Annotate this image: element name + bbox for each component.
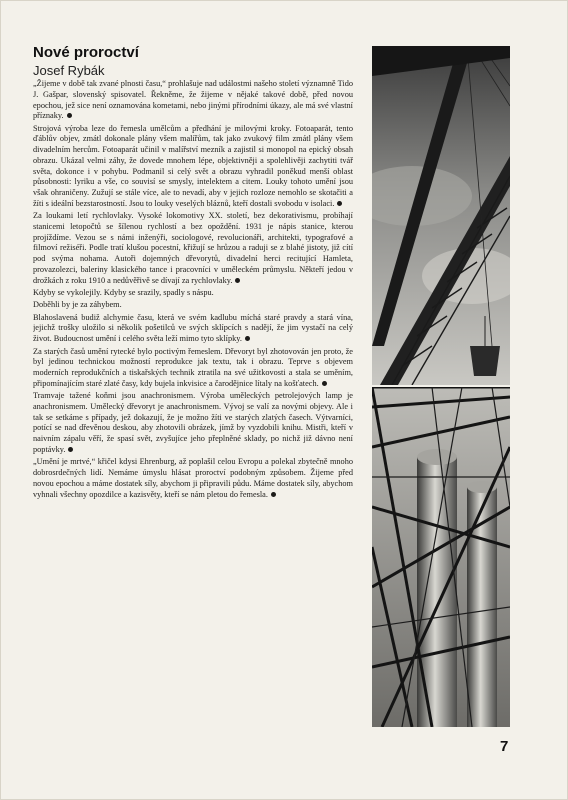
article-title: Nové proroctví: [33, 44, 139, 61]
paragraph-4: Kdyby se vykolejily. Kdyby se srazily, spadly s náspu.: [33, 288, 214, 298]
paragraph-5: Doběhli by je za záhybem.: [33, 300, 122, 310]
article-header: [33, 44, 363, 78]
paragraph-2: Strojová výroba leze do řemesla umělcům a předhání je milovými kroky. Fotoaparát, tento ďáblův objev, zmátl dokonale plány všem malířům, tak jako zvukový film zmátl plány všem divadelním hercům. Fotoaparát učinil v malířství mezník a zajistil si monopol na epický obsah obrazu. Ukázal velmi záhy, že dovede mnohem lépe, objektivněji a spolehlivěji zachytiti tvář světa, dokonce i v pohybu. Podmanil si celý svět a obrazu vyhradil poněkud menší oblast působnosti: lyriku a vše, co souvisí se smysly, intelektem a citem. Louky tohoto umění jsou však ohraničeny. Zužují se stále více, ale to nevadí, aby v jejich rozloze nemohlo se skotačiti a žíti s ideální bezstarostností. Jsou to louky veselých bláznů, kteří dostali svobodu v isolaci.: [33, 123, 353, 208]
paragraph-8: Tramvaje tažené koňmi jsou anachronismem. Výroba uměleckých petrolejových lamp je anachronismem. Umělecký dřevoryt je anachronismem. Vývoj se valí za novými objevy. Ale i tak se setkáme s případy, jež dokazují, že je možno žíti ve starých zlatých časech. Výtvarníci, potící se nad dřevěnou deskou, aby zhotovili obrázek, jímž by vyzdobili knihu. Mistři, kteří v naivním zápalu věří, že spasí svět, zvyšujíce jeho přeplněné sklady, po nichž již dávno není poptávky.: [33, 391, 353, 454]
article-author: Josef Rybák: [33, 63, 105, 78]
steel-tower-photo-icon: [372, 387, 510, 727]
paragraph-9: „Umění je mrtvé,“ křičel kdysi Ehrenburg, až poplašil celou Evropu a polekal zbytečně mnoho dobrosrdečných lidí. Nemáme úmyslu hlásat proroctví podobným způsobem. Žijeme před novou epochou a máme dostatek síly, abychom ji připravili půdu. Máme dostatek síly, abychom vyhnali všechny opozdilce a kazisvěty, kteří se nám pletou do řemesla.: [33, 457, 353, 499]
paragraph-6: Blahoslavená budiž alchymie času, která ve svém kadlubu míchá staré pravdy a stará vína, jejichž trošky uložilo si několik pošetilců ve svých sklípcích s nadějí, že jim vystačí na celý život. Budoucnost umění i celého světa leží mimo tyto sklípky.: [33, 312, 353, 344]
page-number: 7: [500, 738, 509, 755]
paragraph-7: Za starých časů umění rytecké bylo poctivým řemeslem. Dřevoryt byl zhotovován jen proto, že byl jedinou technickou možností reprodukce jak textu, tak i obrazu. Teprve s objevem moderních reprodukčních a tiskařských technik ztratila na své užitkovosti a stala se uměním, připomínajícím staré zlaté časy, kdy bujela inkvisice a čarodějnice lítaly na košťatech.: [33, 346, 353, 388]
paragraph-3: Za loukami letí rychlovlaky. Vysoké lokomotivy XX. století, bez dekorativismu, probíhají stanicemi letopočtů se šílenou rychlostí a bez opoždění. 1931 je nápis stanice, kterou projíždíme. Vezou se s námi inženýři, sociologové, revolucionáři, architekti, typografové a filmoví režiséři. Podle tratí klušou pocestní, křižují se hrůzou a raduji se z blahé jistoty, již cítí pod svýma nohama. Autoři dojemných dřevorytů, divadelní herci recitující Hamleta, provazolezci, baleriny klasického tance i pracovníci v uměleckém průmyslu. Někteří jedou v drožkách z roku 1910 a nedůvěřivě se dívají za rychlovlaky.: [33, 211, 353, 285]
steel-tower-photo: [372, 387, 510, 727]
crane-photo-icon: [372, 46, 510, 385]
paragraph-1: „Žijeme v době tak zvané plnosti času,“ prohlašuje nad událostmi našeho století významně Tido J. Gašpar, slovenský spisovatel. Řekněme, že žijeme v nějaké takové době, před novou epochou, jež sice není oznamována kometami, nebo jinými přírodními úkazy, ale má své vlastní příznaky.: [33, 79, 353, 121]
crane-photo: [372, 46, 510, 385]
article-body: [33, 79, 353, 739]
